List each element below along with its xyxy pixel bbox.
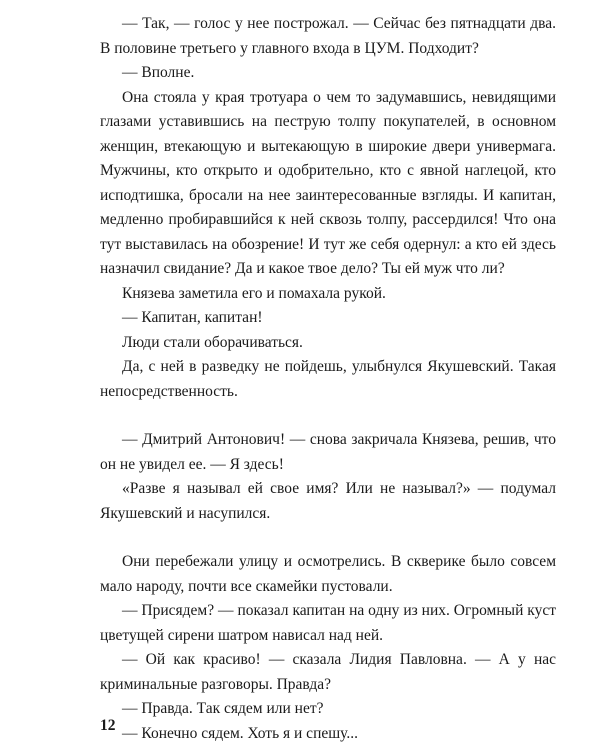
paragraph-2: — Вполне.	[122, 64, 195, 81]
paragraph-9: «Разве я называл ей свое имя? Или не называл?» — подумал Якушевский и насупился.	[100, 480, 556, 522]
paragraph-3: Она стояла у края тротуара о чем то задумавшись, невидящими глазами уставившись на пеструю толпу покупателей, в основном женщин, втекающую и вытекающую в широкие двери универмага. Мужчины, кто открыто и одобрительно, кто с явной наглецой, кто исподтишка, бросали на нее заинтересованные взгляды. И капитан, медленно пробиравшийся к ней сквозь толпу, рассердился! Что она тут выставилась на обозрение! И тут же себя одернул: а кто ей здесь назначил свидание? Да и какое твое дело? Ты ей муж что ли?	[100, 88, 556, 277]
paragraph-4: Князева заметила его и помахала рукой.	[122, 284, 386, 302]
paragraph-1: — Так, — голос у нее построжал. — Сейчас без пятнадцати два. В половине третьего у главного входа в ЦУМ. Подходит?	[100, 15, 556, 57]
page-text	[100, 12, 556, 746]
page-number: 12	[100, 717, 116, 734]
paragraph-10: Они перебежали улицу и осмотрелись. В скверике было совсем мало народу, почти все скамейки пустовали.	[100, 553, 556, 595]
paragraph-11: — Присядем? — показал капитан на одну из них. Огромный куст цветущей сирени шатром нависал над ней.	[100, 602, 556, 644]
paragraph-8: — Дмитрий Антонович! — снова закричала Князева, решив, что он не увидел ее. — Я здесь!	[100, 431, 556, 473]
paragraph-13: — Правда. Так сядем или нет?	[122, 700, 324, 717]
paragraph-7: Да, с ней в разведку не пойдешь, улыбнулся Якушевский. Такая непосредственность.	[100, 358, 556, 400]
paragraph-5: — Капитан, капитан!	[122, 309, 263, 326]
paragraph-12: — Ой как красиво! — сказала Лидия Павловна. — А у нас криминальные разговоры. Правда?	[100, 651, 556, 693]
paragraph-14: — Конечно сядем. Хоть я и спешу...	[122, 724, 358, 742]
paragraph-6: Люди стали оборачиваться.	[122, 333, 303, 351]
